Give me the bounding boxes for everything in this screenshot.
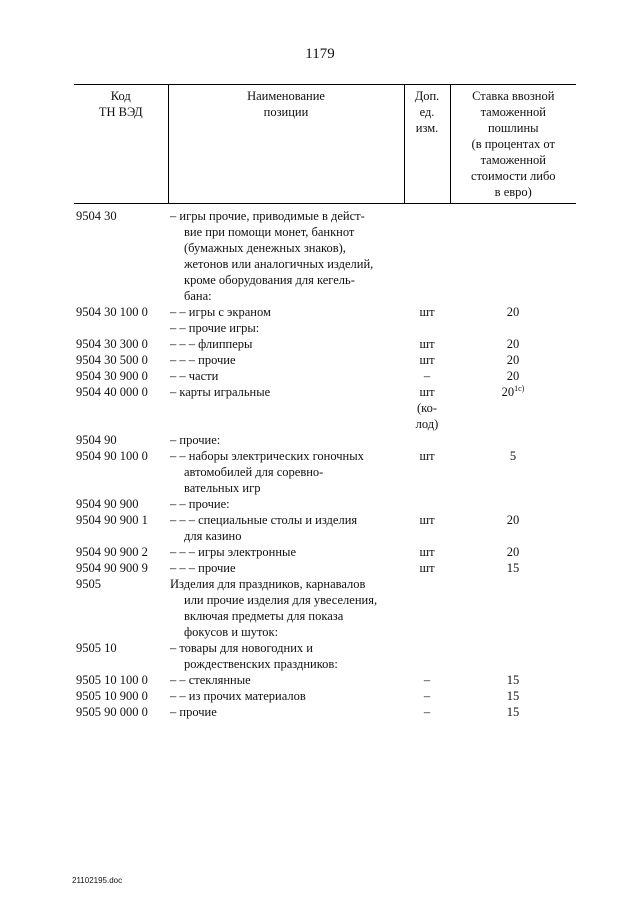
tnved-code: 9504 90 900 2 — [76, 545, 148, 559]
header-rate — [450, 85, 576, 204]
unit-cell — [404, 496, 450, 512]
duty-rate — [450, 576, 576, 640]
tnved-code: 9505 10 100 0 — [76, 673, 148, 687]
position-name-line: вие при помощи монет, банкнот — [184, 225, 355, 239]
table-row — [74, 204, 576, 305]
position-name-line: – – – прочие — [170, 561, 236, 575]
duty-rate — [450, 512, 576, 544]
unit-line: – — [423, 369, 431, 383]
table-row — [74, 576, 576, 640]
position-name-line: или прочие изделия для увеселения, — [184, 593, 378, 607]
position-name-line: кроме оборудования для кегель- — [184, 273, 355, 287]
tnved-code: 9504 90 — [76, 433, 117, 447]
unit-cell — [404, 204, 450, 305]
duty-rate — [450, 672, 576, 688]
position-name — [168, 576, 404, 640]
unit-line: шт — [419, 353, 435, 367]
position-name-line: автомобилей для соревно- — [184, 465, 324, 479]
position-name — [168, 544, 404, 560]
position-name — [168, 336, 404, 352]
unit-cell — [404, 576, 450, 640]
duty-rate — [450, 320, 576, 336]
position-name-line: бана: — [184, 289, 212, 303]
position-name-line: – – стеклянные — [170, 673, 251, 687]
unit-line: шт — [419, 513, 435, 527]
position-name-line: – прочие: — [170, 433, 221, 447]
header-rate-line: стоимости либо — [470, 169, 556, 183]
tnved-code: 9504 90 100 0 — [76, 449, 148, 463]
duty-rate-value: 20 — [506, 369, 520, 383]
tnved-code: 9504 90 900 — [76, 497, 139, 511]
table-row — [74, 704, 576, 720]
header-rate-line: в евро) — [494, 185, 532, 199]
position-name — [168, 672, 404, 688]
tnved-code: 9504 90 900 1 — [76, 513, 148, 527]
footnote-mark: 1с) — [514, 384, 525, 393]
header-rate-line: таможенной — [480, 105, 546, 119]
table-row — [74, 336, 576, 352]
unit-cell — [404, 336, 450, 352]
header-rate-line: таможенной — [480, 153, 546, 167]
position-name-line: – прочие — [170, 705, 217, 719]
duty-rate-value: 20 — [506, 513, 520, 527]
table-row — [74, 640, 576, 672]
duty-rate-value: 20 — [501, 385, 515, 399]
position-name — [168, 512, 404, 544]
position-name-line: жетонов или аналогичных изделий, — [184, 257, 374, 271]
position-name-line: включая предметы для показа — [184, 609, 344, 623]
duty-rate-value: 15 — [506, 673, 520, 687]
unit-cell — [404, 512, 450, 544]
unit-cell — [404, 560, 450, 576]
header-rate-line: (в процентах от — [471, 137, 555, 151]
position-name — [168, 688, 404, 704]
table-row — [74, 688, 576, 704]
position-name — [168, 384, 404, 432]
duty-rate — [450, 448, 576, 496]
tnved-code: 9505 — [76, 577, 101, 591]
position-name — [168, 432, 404, 448]
duty-rate — [450, 640, 576, 672]
duty-rate-value: 20 — [506, 353, 520, 367]
header-unit-line: ед. — [419, 105, 435, 119]
position-name-line: Изделия для праздников, карнавалов — [170, 577, 366, 591]
header-rate-line: Ставка ввозной — [472, 89, 555, 103]
position-name-line: – – – флипперы — [170, 337, 253, 351]
position-name-line: – – из прочих материалов — [170, 689, 306, 703]
duty-rate — [450, 384, 576, 432]
duty-rate-value: 20 — [506, 545, 520, 559]
header-name — [168, 85, 404, 204]
table-row — [74, 560, 576, 576]
table-row — [74, 384, 576, 432]
table-row — [74, 496, 576, 512]
duty-rate — [450, 560, 576, 576]
unit-line: (ко- — [416, 401, 437, 415]
duty-rate-value: 20 — [506, 305, 520, 319]
table-header-row — [74, 85, 576, 204]
unit-cell — [404, 688, 450, 704]
position-name-line: фокусов и шуток: — [184, 625, 279, 639]
unit-line: – — [423, 705, 431, 719]
position-name — [168, 304, 404, 320]
footer-document-name: 21102195.doc — [72, 876, 123, 885]
tnved-code: 9505 10 — [76, 641, 117, 655]
position-name — [168, 368, 404, 384]
tnved-code: 9504 30 100 0 — [76, 305, 148, 319]
position-name-line: – – прочие игры: — [170, 321, 260, 335]
tnved-code: 9504 40 000 0 — [76, 385, 148, 399]
header-name-line: Наименование — [247, 89, 325, 103]
unit-cell — [404, 448, 450, 496]
header-code-line: ТН ВЭД — [98, 105, 143, 119]
position-name — [168, 560, 404, 576]
duty-rate-value: 5 — [509, 449, 517, 463]
duty-rate — [450, 496, 576, 512]
tnved-code: 9504 90 900 9 — [76, 561, 148, 575]
position-name-line: рождественских праздников: — [184, 657, 338, 671]
unit-line: шт — [419, 561, 435, 575]
duty-rate — [450, 704, 576, 720]
unit-cell — [404, 304, 450, 320]
unit-line: шт — [419, 337, 435, 351]
tnved-code: 9504 30 900 0 — [76, 369, 148, 383]
tnved-code — [74, 320, 168, 336]
table-row — [74, 368, 576, 384]
position-name — [168, 352, 404, 368]
header-unit-line: Доп. — [414, 89, 440, 103]
unit-line: шт — [419, 449, 435, 463]
position-name-line: – – наборы электрических гоночных — [170, 449, 364, 463]
unit-line: шт — [419, 305, 435, 319]
table-row — [74, 304, 576, 320]
position-name-line: – – прочие: — [170, 497, 230, 511]
position-name — [168, 640, 404, 672]
position-name-line: (бумажных денежных знаков), — [184, 241, 346, 255]
tnved-code: 9505 90 000 0 — [76, 705, 148, 719]
position-name-line: – игры прочие, приводимые в дейст- — [170, 209, 365, 223]
tnved-code: 9504 30 500 0 — [76, 353, 148, 367]
table-row — [74, 512, 576, 544]
table-body — [74, 204, 576, 721]
tnved-code: 9504 30 300 0 — [76, 337, 148, 351]
unit-cell — [404, 384, 450, 432]
tariff-table — [74, 84, 576, 720]
duty-rate-value: 20 — [506, 337, 520, 351]
duty-rate — [450, 368, 576, 384]
unit-line: лод) — [415, 417, 439, 431]
position-name-line: – товары для новогодних и — [170, 641, 313, 655]
position-name-line: – – – игры электронные — [170, 545, 296, 559]
position-name — [168, 204, 404, 305]
unit-line: – — [423, 673, 431, 687]
unit-cell — [404, 544, 450, 560]
unit-cell — [404, 432, 450, 448]
position-name — [168, 448, 404, 496]
duty-rate — [450, 544, 576, 560]
header-unit — [404, 85, 450, 204]
header-code-line: Код — [110, 89, 131, 103]
table-row — [74, 448, 576, 496]
header-rate-line: пошлины — [487, 121, 539, 135]
table-row — [74, 544, 576, 560]
position-name — [168, 320, 404, 336]
unit-line: – — [423, 689, 431, 703]
table-row — [74, 672, 576, 688]
position-name-line: вательных игр — [184, 481, 261, 495]
unit-cell — [404, 320, 450, 336]
duty-rate-value: 15 — [506, 705, 520, 719]
position-name-line: – – игры с экраном — [170, 305, 271, 319]
position-name-line: – – – специальные столы и изделия — [170, 513, 358, 527]
table-row — [74, 320, 576, 336]
duty-rate — [450, 352, 576, 368]
position-name-line: – карты игральные — [170, 385, 271, 399]
unit-cell — [404, 368, 450, 384]
header-name-line: позиции — [263, 105, 309, 119]
tnved-code: 9505 10 900 0 — [76, 689, 148, 703]
duty-rate — [450, 304, 576, 320]
position-name — [168, 704, 404, 720]
unit-cell — [404, 704, 450, 720]
unit-line: шт — [419, 385, 435, 399]
duty-rate-value: 15 — [506, 689, 520, 703]
duty-rate — [450, 204, 576, 305]
position-name-line: для казино — [184, 529, 242, 543]
position-name-line: – – части — [170, 369, 219, 383]
tnved-code: 9504 30 — [76, 209, 117, 223]
duty-rate-value: 15 — [506, 561, 520, 575]
table-row — [74, 352, 576, 368]
header-code — [74, 85, 168, 204]
unit-cell — [404, 640, 450, 672]
position-name-line: – – – прочие — [170, 353, 236, 367]
header-unit-line: изм. — [415, 121, 439, 135]
page-number: 1179 — [305, 46, 335, 62]
position-name — [168, 496, 404, 512]
duty-rate — [450, 688, 576, 704]
unit-line: шт — [419, 545, 435, 559]
unit-cell — [404, 672, 450, 688]
table-row — [74, 432, 576, 448]
duty-rate — [450, 432, 576, 448]
duty-rate — [450, 336, 576, 352]
unit-cell — [404, 352, 450, 368]
